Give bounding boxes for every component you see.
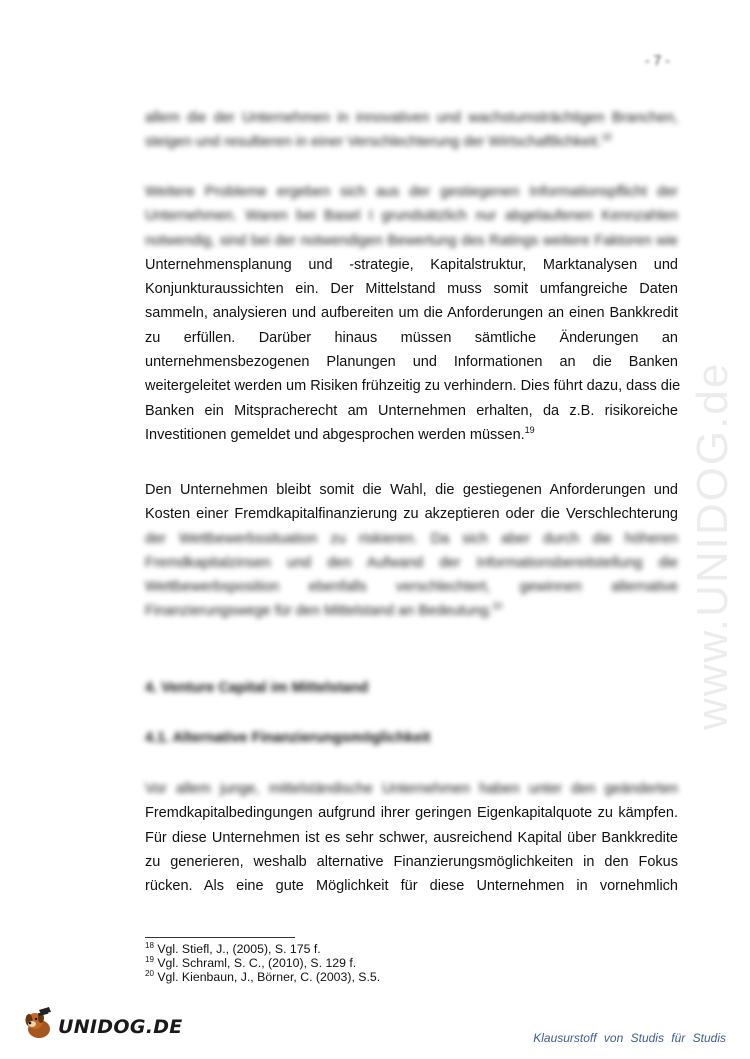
text-line: steigen und resultieren in einer Verschlechterung der Wirtschaftlichkeit.$^{18}$ [145,132,612,151]
text-line: Unternehmensplanung und -strategie, Kapitalstruktur, Marktanalysen und [145,256,678,273]
footnote: $^{19}$ Vgl. Schraml, S. C., (2010), S. 129 f. [145,954,357,970]
footer-tagline: Klausurstoff von Studis für Studis [533,1031,726,1045]
paragraph-3 [145,478,678,624]
subsection-heading: 4.1. Alternative Finanzierungsmöglichkeit [145,730,431,746]
text-line: zu generieren, weshalb alternative Finanzierungsmöglichkeiten in den Fokus [145,853,678,870]
dog-mascot-icon [22,1007,56,1046]
text-line: Den Unternehmen bleibt somit die Wahl, die gestiegenen Anforderungen und [145,482,678,498]
text-line: Wettbewerbsposition ebenfalls verschlechtert, gewinnen alternative [145,579,678,596]
text-line: unternehmensbezogenen Planungen und Informationen an die Banken [145,354,678,371]
footnotes [145,942,380,984]
text-line: rücken. Als eine gute Möglichkeit für diese Unternehmen in vornehmlich [145,878,678,895]
text-line: zu erfüllen. Darüber hinaus müssen sämtliche Änderungen an [145,329,678,346]
text-line: allem die der Unternehmen in innovativen und wachstumsträchtigen Branchen, [145,110,678,126]
text-line: Banken ein Mitspracherecht am Unternehmen erhalten, da z.B. risikoreiche [145,402,678,419]
paragraph-2 [145,180,681,447]
footnote: $^{18}$ Vgl. Stiefl, J., (2005), S. 175 f. [145,940,321,956]
footnote: $^{20}$ Vgl. Kienbaun, J., Börner, C. (2003), S.5. [145,968,381,984]
watermark: www.UNIDOG.de [688,361,737,730]
section-heading: 4. Venture Capital im Mittelstand [145,680,369,696]
text-line: notwendig, sind bei der notwendigen Bewertung des Ratings weitere Faktoren wie [145,232,678,249]
text-line: Konjunkturaussichten ein. Der Mittelstand muss somit umfangreiche Daten [145,281,678,298]
page-number: - 7 - [645,52,670,68]
footnote-ref: 20 [492,601,503,612]
text-line: Vor allem junge, mittelständische Unternehmen haben unter den geänderten [145,781,678,797]
footnote-ref: 19 [524,425,535,436]
footnote-divider [145,937,295,938]
text-line: Fremdkapitalbedingungen aufgrund ihrer geringen Eigenkapitalquote zu kämpfen. [145,805,678,822]
text-line: sammeln, analysieren und aufbereiten um die Anforderungen an einen Bankkredit [145,305,678,322]
text-line: Unternehmen. Waren bei Basel I grundsätzlich nur abgelaufenen Kennzahlen [145,208,678,225]
logo-text: UNIDOG.DE [58,1015,183,1038]
footer-logo[interactable] [22,1007,183,1046]
paragraph-4 [145,777,678,898]
text-line: weitergeleitet werden um Risiken frühzeitig zu verhindern. Dies führt dazu, dass die [145,378,681,395]
footnote-ref: 18 [601,132,612,143]
text-line: Weitere Probleme ergeben sich aus der gestiegenen Informationspflicht der [145,184,678,200]
text-line: Für diese Unternehmen ist es sehr schwer, ausreichend Kapital über Bankkredite [145,829,678,846]
text-line: Fremdkapitalzinsen und den Aufwand der Informationsbereitstellung die [145,554,678,571]
text-line: Kosten einer Fremdkapitalfinanzierung zu akzeptieren oder die Verschlechterung [145,506,678,523]
paragraph-1 [145,106,678,155]
text-line: der Wettbewerbssituation zu riskieren. Da sich aber durch die höheren [145,530,678,547]
text-line: Finanzierungswege für den Mittelstand an Bedeutung.$^{20}$ [145,601,503,620]
text-line: Investitionen gemeldet und abgesprochen werden müssen.$^{19}$ [145,425,535,443]
